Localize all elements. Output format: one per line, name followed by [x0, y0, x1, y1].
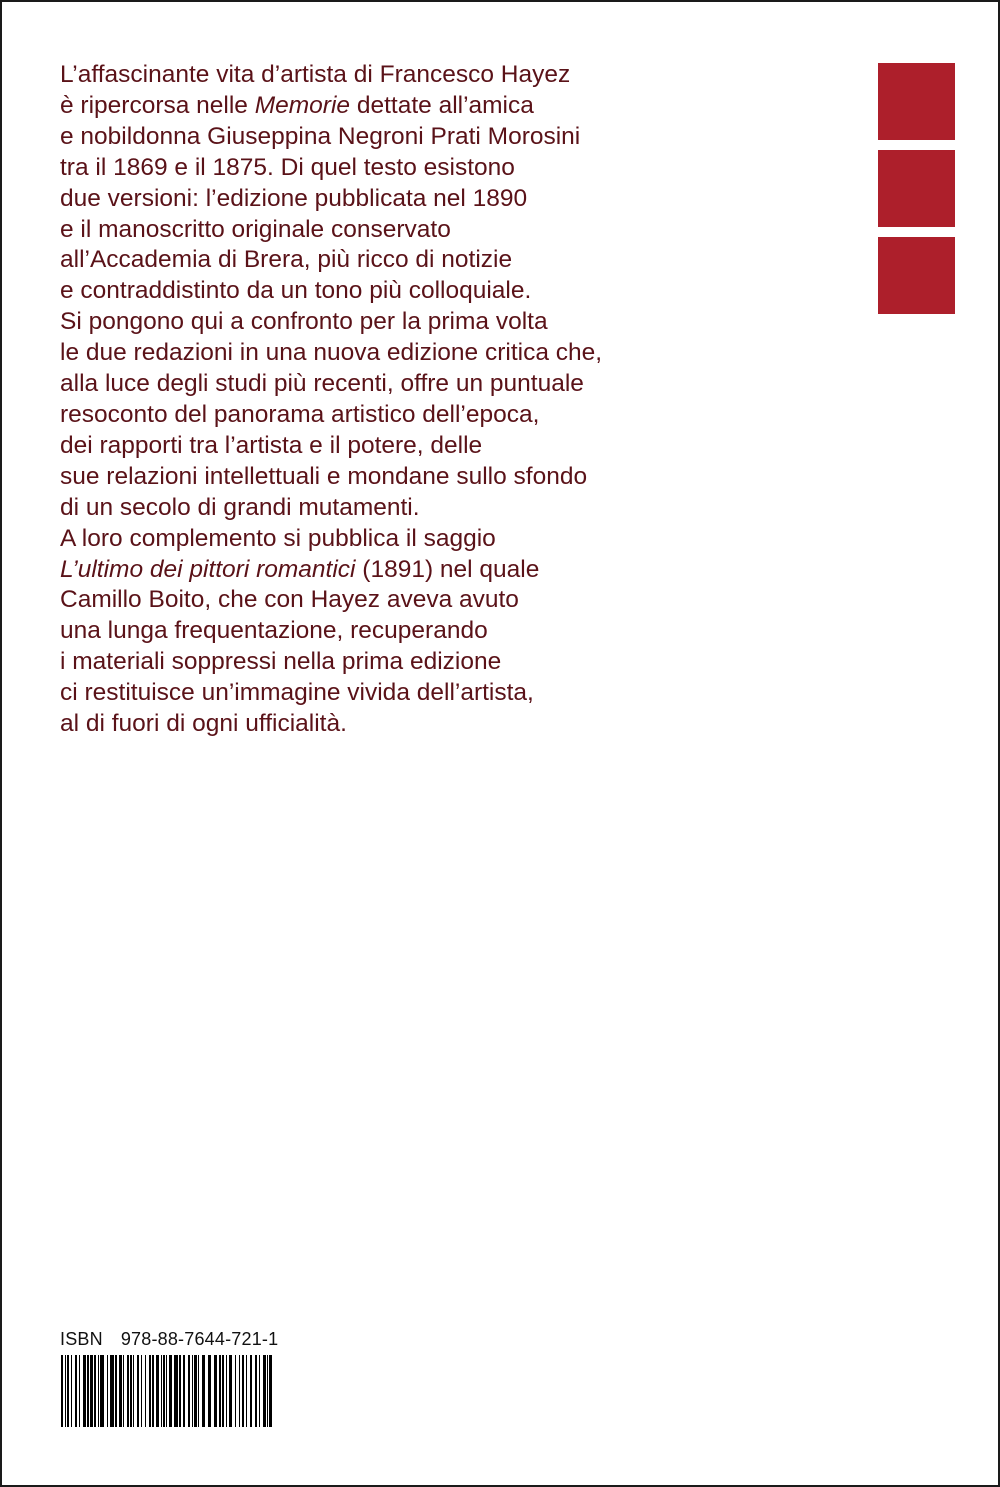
blurb-line [60, 184, 760, 215]
barcode-bar [174, 1355, 178, 1427]
barcode-bar [202, 1355, 205, 1427]
blurb-line [60, 338, 760, 369]
blurb-segment: le due redazioni in una nuova edizione critica che, [60, 339, 603, 367]
red-blocks [878, 63, 955, 324]
barcode-bar [67, 1355, 69, 1427]
blurb-segment: Si pongono qui a confronto per la prima volta [60, 308, 548, 336]
barcode-bar [183, 1355, 185, 1427]
blurb-line [60, 400, 760, 431]
barcode-bar [226, 1355, 227, 1427]
blurb-italic-title: L’ultimo dei pittori romantici [60, 555, 356, 583]
blurb-segment: i materiali soppressi nella prima edizione [60, 648, 502, 676]
red-block [878, 63, 955, 140]
barcode-bar [269, 1355, 272, 1427]
barcode-bar [219, 1355, 221, 1427]
barcode-bar [137, 1355, 139, 1427]
barcode-bar [127, 1355, 129, 1427]
barcode-bar [192, 1355, 193, 1427]
barcode-bar [250, 1355, 252, 1427]
blurb-italic-title: Memorie [254, 91, 351, 119]
barcode-bar [149, 1355, 151, 1427]
blurb-line [60, 215, 760, 246]
blurb-line [60, 91, 760, 122]
barcode-bar [90, 1355, 93, 1427]
blurb-line [60, 307, 760, 338]
barcode-icon [60, 1355, 275, 1427]
barcode-bar [239, 1355, 240, 1427]
barcode-bar [267, 1355, 268, 1427]
barcode-bar [179, 1355, 181, 1427]
barcode-bar [263, 1355, 266, 1427]
barcode-bar [141, 1355, 142, 1427]
blurb-line [60, 245, 760, 276]
isbn [60, 1329, 278, 1350]
blurb-line [60, 524, 760, 555]
red-block [878, 150, 955, 227]
isbn-number: 978-88-7644-721-1 [120, 1329, 279, 1349]
barcode-bar [169, 1355, 172, 1427]
blurb-segment: ci restituisce un’immagine vivida dell’artista, [60, 679, 534, 707]
isbn-label: ISBN [60, 1329, 103, 1349]
barcode-bar [119, 1355, 122, 1427]
barcode-bar [61, 1355, 63, 1427]
blurb-segment: A loro complemento si pubblica il saggio [60, 524, 496, 552]
barcode-bar [198, 1355, 199, 1427]
blurb-line [60, 555, 760, 586]
blurb-line [60, 647, 760, 678]
barcode-bar [235, 1355, 236, 1427]
blurb-line [60, 585, 760, 616]
blurb-segment: e il manoscritto originale conservato [60, 215, 451, 243]
blurb-segment: e contraddistinto da un tono più colloquiale. [60, 277, 532, 305]
barcode-bar [166, 1355, 167, 1427]
barcode-bar [246, 1355, 247, 1427]
barcode-bar [75, 1355, 77, 1427]
barcode-bar [123, 1355, 124, 1427]
barcode-bar [100, 1355, 104, 1427]
barcode-bar [242, 1355, 244, 1427]
barcode-bar [194, 1355, 197, 1427]
barcode-bar [152, 1355, 154, 1427]
blurb-segment: resoconto del panorama artistico dell’epoca, [60, 400, 540, 428]
barcode-bar [163, 1355, 165, 1427]
barcode-bar [229, 1355, 232, 1427]
barcode-bar [98, 1355, 99, 1427]
blurb-text [60, 60, 760, 740]
barcode-bar [255, 1355, 257, 1427]
barcode-bar [145, 1355, 146, 1427]
blurb-segment: dettate all’amica [350, 91, 534, 119]
barcode-bar [130, 1355, 132, 1427]
back-cover [2, 2, 998, 1485]
blurb-segment: alla luce degli studi più recenti, offre un puntuale [60, 370, 584, 398]
blurb-segment: sue relazioni intellettuali e mondane sullo sfondo [60, 462, 588, 490]
blurb-line [60, 122, 760, 153]
blurb-line [60, 276, 760, 307]
barcode-bar [222, 1355, 224, 1427]
blurb-segment: al di fuori di ogni ufficialità. [60, 710, 347, 738]
blurb-line [60, 369, 760, 400]
red-block [878, 237, 955, 314]
blurb-segment: L’affascinante vita d’artista di Francesco Hayez [60, 61, 571, 88]
blurb-line [60, 431, 760, 462]
barcode-bar [188, 1355, 190, 1427]
barcode-bar [83, 1355, 86, 1427]
blurb-line [60, 678, 760, 709]
barcode-bar [161, 1355, 162, 1427]
blurb-segment: tra il 1869 e il 1875. Di quel testo esistono [60, 153, 515, 181]
blurb-segment: due versioni: l’edizione pubblicata nel 1890 [60, 184, 528, 212]
blurb-line [60, 616, 760, 647]
barcode-bar [87, 1355, 89, 1427]
blurb-line [60, 462, 760, 493]
barcode-bar [115, 1355, 117, 1427]
barcode-bar [107, 1355, 108, 1427]
barcode-bar [79, 1355, 80, 1427]
barcode-bar [156, 1355, 159, 1427]
blurb-line [60, 60, 760, 91]
blurb-segment: Camillo Boito, che con Hayez aveva avuto [60, 586, 519, 614]
barcode-bar [94, 1355, 96, 1427]
barcode-bar [259, 1355, 260, 1427]
barcode-bar [65, 1355, 66, 1427]
blurb-line [60, 153, 760, 184]
blurb-segment: (1891) nel quale [355, 555, 540, 583]
barcode-bar [71, 1355, 72, 1427]
blurb-segment: una lunga frequentazione, recuperando [60, 617, 488, 645]
blurb-line [60, 709, 760, 740]
blurb-segment: dei rapporti tra l’artista e il potere, delle [60, 431, 483, 459]
barcode-bar [110, 1355, 114, 1427]
barcode-bar [214, 1355, 217, 1427]
blurb-segment: è ripercorsa nelle [60, 91, 255, 119]
barcode-bar [208, 1355, 211, 1427]
blurb-line [60, 493, 760, 524]
blurb-segment: e nobildonna Giuseppina Negroni Prati Morosini [60, 122, 581, 150]
barcode-bar [133, 1355, 134, 1427]
blurb-segment: all’Accademia di Brera, più ricco di notizie [60, 246, 513, 274]
blurb-segment: di un secolo di grandi mutamenti. [60, 493, 420, 521]
